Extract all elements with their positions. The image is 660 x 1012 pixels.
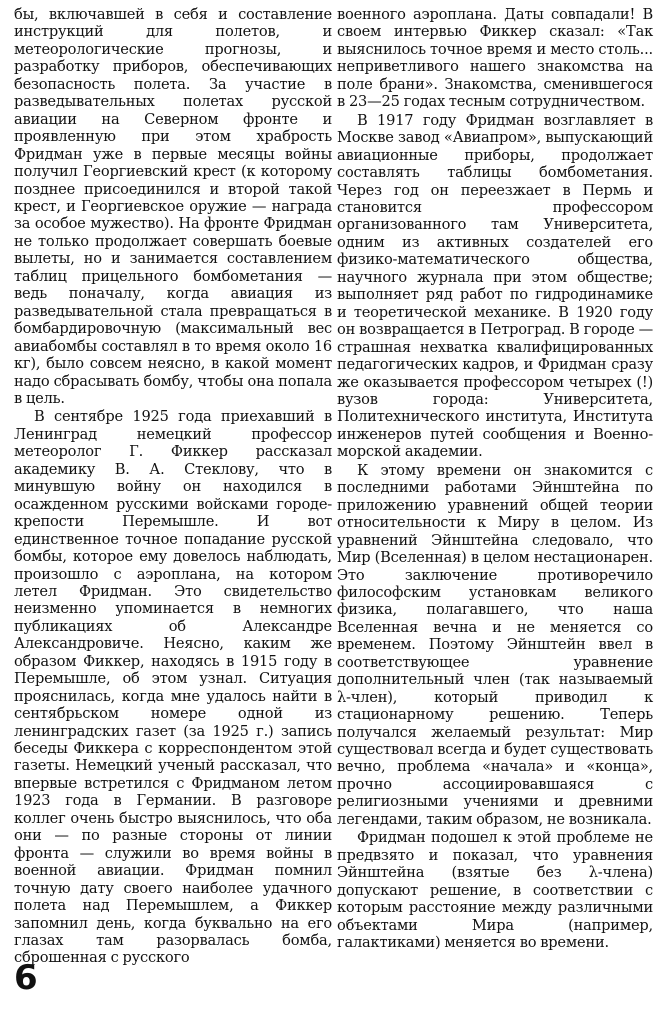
- paragraph: военного аэроплана. Даты совпадали! В своем интервью Фиккер сказал: «Так выяснилось точное время и место столь... неприветливого нашего знакомства на поле брани». Знакомства, сменившегося в 23—25 годах тесным сотрудничеством.: [337, 6, 653, 111]
- paragraph: Фридман подошел к этой проблеме не предвзято и показал, что уравнения Эйнштейна (взятые без λ-члена) допускают решение, в соответствии с которым расстояние между различными объектами Мира (например, галактиками) меняется во времени.: [337, 829, 653, 952]
- paragraph: В 1917 году Фридман возглавляет в Москве завод «Авиапром», выпускающий авиационные приборы, продолжает составлять таблицы бомбометания. Через год он переезжает в Пермь и становится профессором организованного там Университета, одним из активных создателей его физико-математического общества, научного журнала при этом обществе; выполняет ряд работ по гидродинамике и теоретической механике. В 1920 году он возвращается в Петроград. В городе — страшная нехватка квалифицированных педагогических кадров, и Фридман сразу же оказывается профессором четырех (!) вузов города: Университета, Политехнического института, Института инженеров путей сообщения и Военно-морской академии.: [337, 111, 653, 461]
- left-column: [14, 6, 332, 967]
- right-column: [337, 6, 653, 951]
- paragraph: бы, включавшей в себя и составление инструкций для полетов, и метеорологические прогнозы, и разработку приборов, обеспечивающих безопасность полета. За участие в разведывательных полетах русской авиации на Северном фронте и проявленную при этом храбрость Фридман уже в первые месяцы войны получил Георгиевский крест (к которому позднее присоединился и второй такой крест, и Георгиевское оружие — награда за особое мужество). На фронте Фридман не только продолжает совершать боевые вылеты, но и занимается составлением таблиц прицельного бомбометания — ведь поначалу, когда авиация из разведывательной стала превращаться в бомбардировочную (максимальный вес авиабомбы составлял в то время около 16 кг), было совсем неясно, в какой момент надо сбрасывать бомбу, чтобы она попала в цель.: [14, 6, 332, 407]
- paragraph: К этому времени он знакомится с последними работами Эйнштейна по приложению уравнений общей теории относительности к Миру в целом. Из уравнений Эйнштейна следовало, что Мир (Вселенная) в целом нестационарен. Это заключение противоречило философским установкам великого физика, полагавшего, что наша Вселенная вечна и не меняется со временем. Поэтому Эйнштейн ввел в соответствующее уравнение дополнительный член (так называемый λ-член), который приводил к стационарному решению. Теперь получался желаемый результат: Мир существовал всегда и будет существовать вечно, проблема «начала» и «конца», прочно ассоциировавшаяся с религиозными учениями и древними легендами, таким образом, не возникала.: [337, 461, 653, 828]
- page-number: 6: [14, 958, 38, 998]
- paragraph: В сентябре 1925 года приехавший в Ленинград немецкий профессор метеоролог Г. Фиккер рассказал академику В. А. Стеклову, что в минувшую войну он находился в осажденном русскими войсками городе-крепости Перемышле. И вот единственное точное попадание русской бомбы, которое ему довелось наблюдать, произошло с аэроплана, на котором летел Фридман. Это свидетельство неизменно упоминается в немногих публикациях об Александре Александровиче. Неясно, каким же образом Фиккер, находясь в 1915 году в Перемышле, об этом узнал. Ситуация прояснилась, когда мне удалось найти в сентябрьском номере одной из ленинградских газет (за 1925 г.) запись беседы Фиккера с корреспондентом этой газеты. Немецкий ученый рассказал, что впервые встретился с Фридманом летом 1923 года в Германии. В разговоре коллег очень быстро выяснилось, что оба они — по разные стороны от линии фронта — служили во время войны в военной авиации. Фридман помнил точную дату своего наиболее удачного полета над Перемышлем, а Фиккер запомнил день, когда буквально на его глазах там разорвалась бомба, сброшенная с русского: [14, 408, 332, 967]
